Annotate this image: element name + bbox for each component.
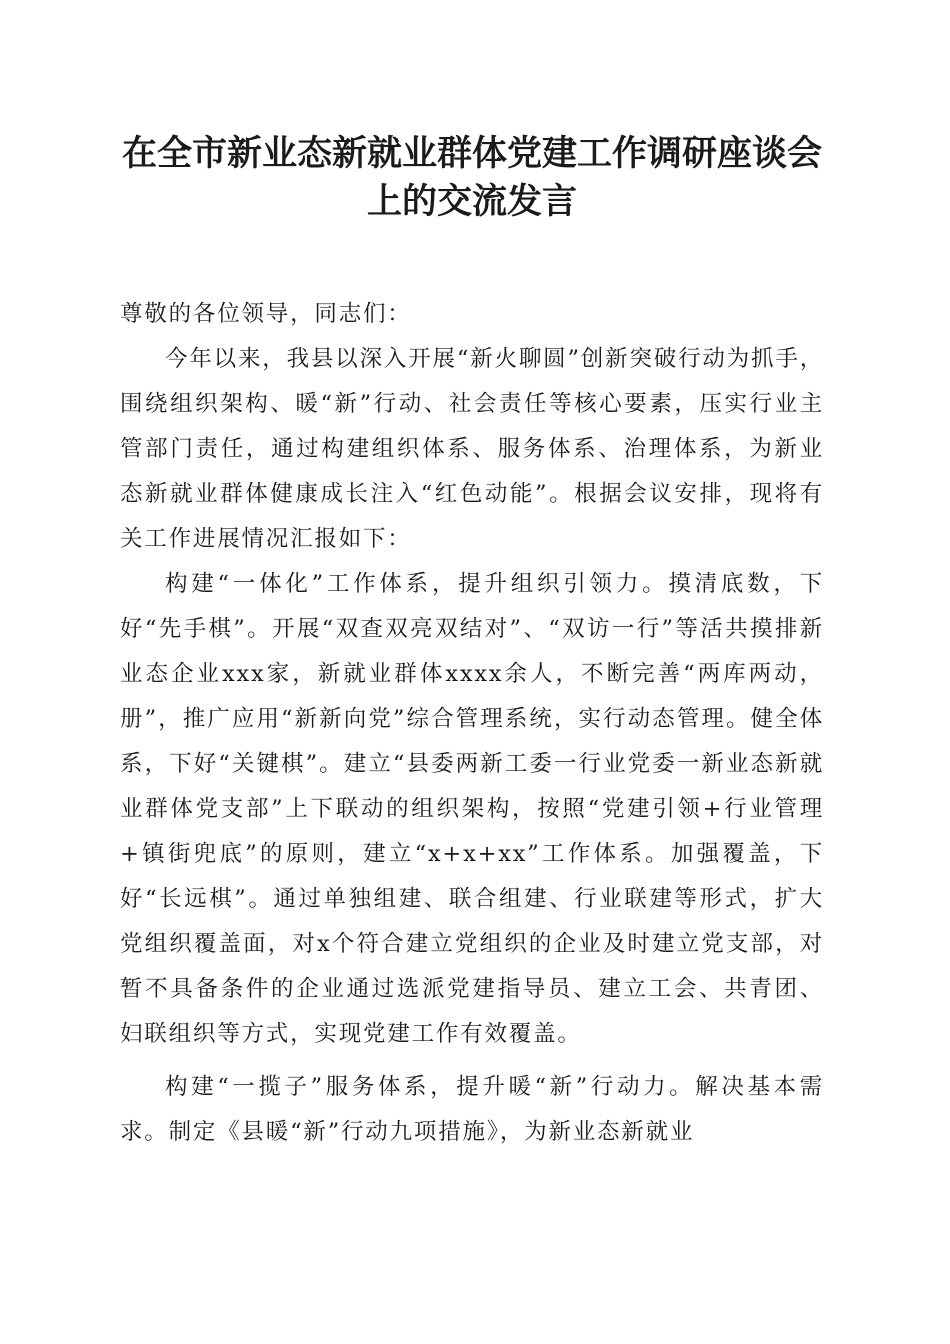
title-line-2: 上的交流发言 (366, 181, 577, 222)
paragraph-organization-system: 构建“一体化”工作体系，提升组织引领力。摸清底数，下好“先手棋”。开展“双查双亮双结对”、“双访一行”等活共摸排新业态企业xxx家，新就业群体xxxx余人，不断完善“两库两动，册”，推广应用“新新向党”综合管理系统，实行动态管理。健全体系，下好“关键棋”。建立“县委两新工委一行业党委一新业态新就业群体党支部”上下联动的组织架构，按照“党建引领+行业管理+镇街兜底”的原则，建立“x+x+xx”工作体系。加强覆盖，下好“长远棋”。通过单独组建、联合组建、行业联建等形式，扩大党组织覆盖面，对x个符合建立党组织的企业及时建立党支部，对暂不具备条件的企业通过选派党建指导员、建立工会、共青团、妇联组织等方式，实现党建工作有效覆盖。 (120, 571, 824, 1047)
document-page (120, 130, 824, 1155)
paragraph-service-system: 构建“一揽子”服务体系，提升暖“新”行动力。解决基本需求。制定《县暖“新”行动九项措施》，为新业态新就业 (120, 1074, 824, 1145)
title-line-1: 在全市新业态新就业群体党建工作调研座谈会 (121, 133, 822, 174)
document-body (120, 292, 824, 1155)
salutation: 尊敬的各位领导，同志们： (120, 301, 412, 327)
document-title (120, 130, 824, 226)
paragraph-intro: 今年以来，我县以深入开展“新火聊圆”创新突破行动为抓手，围绕组织架构、暖“新”行动、社会责任等核心要素，压实行业主管部门责任，通过构建组织体系、服务体系、治理体系，为新业态新就业群体健康成长注入“红色动能”。根据会议安排，现将有关工作进展情况汇报如下： (120, 346, 824, 552)
